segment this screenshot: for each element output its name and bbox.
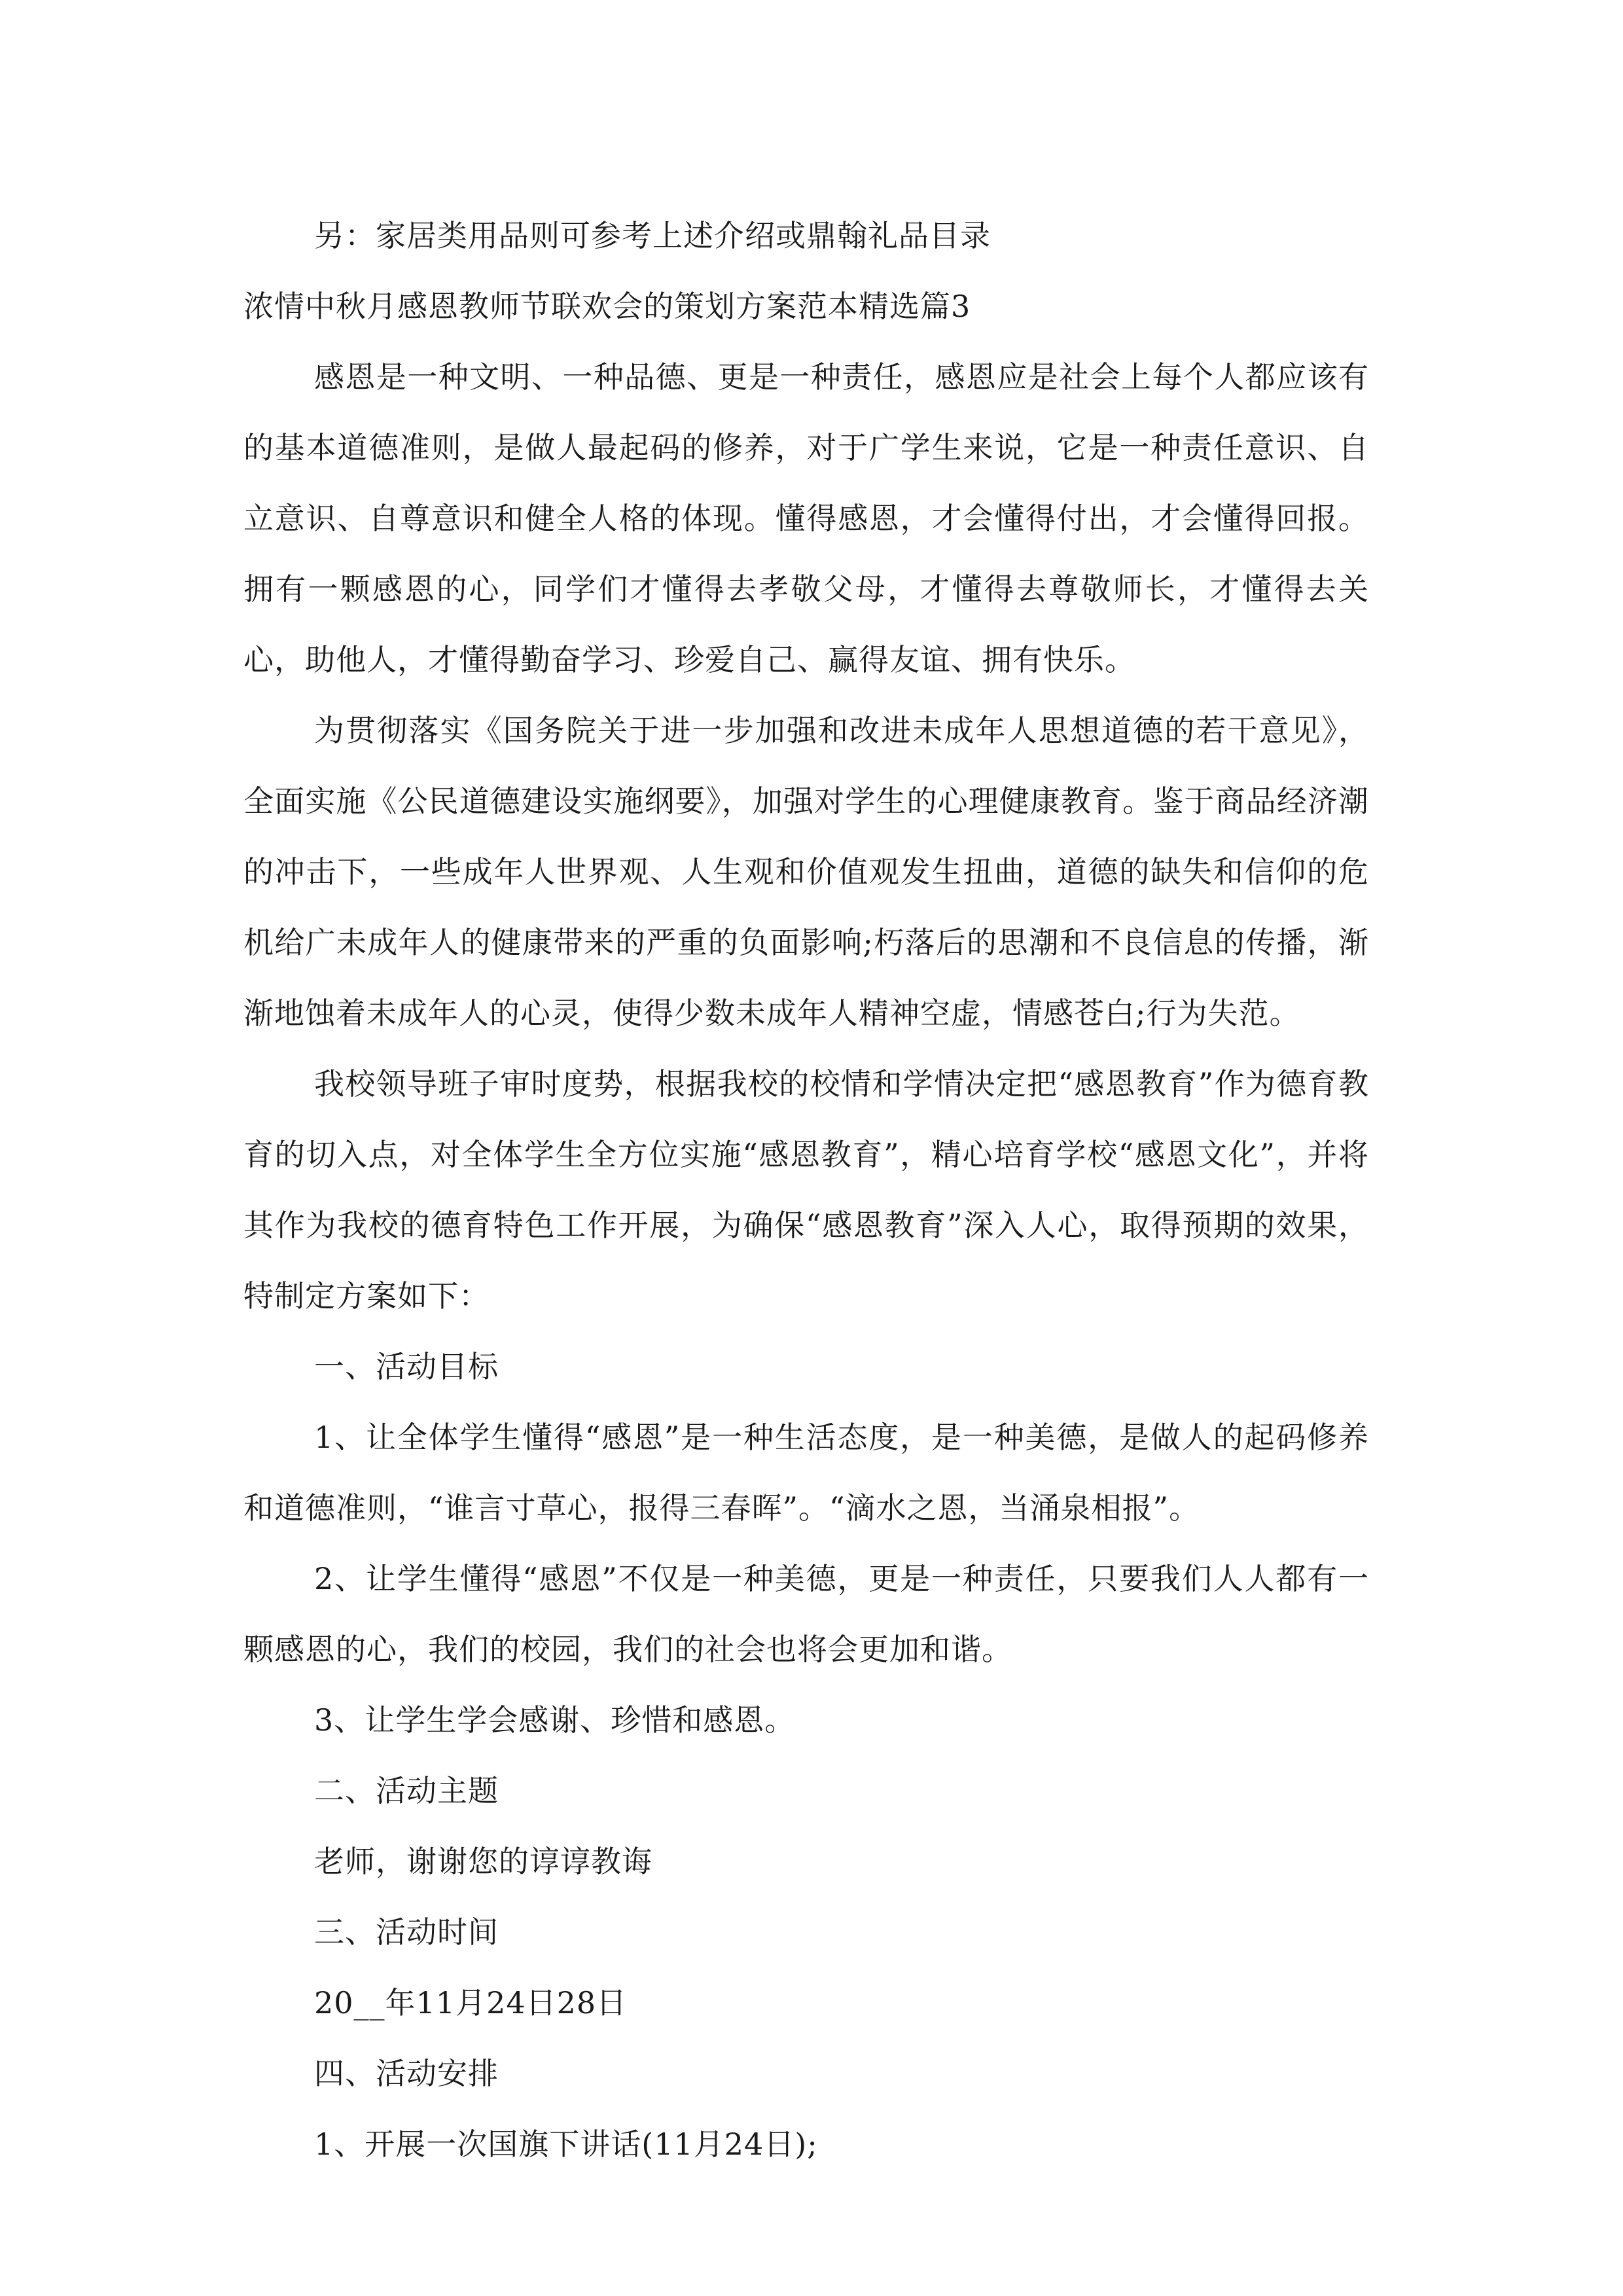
- goal-item: 3、让学生学会感谢、珍惜和感恩。: [314, 1702, 796, 1738]
- heading-activity-theme: 二、活动主题: [314, 1773, 499, 1808]
- note-line: 另：家居类用品则可参考上述介绍或鼎翰礼品目录: [314, 218, 991, 253]
- document-body: [243, 200, 1369, 2179]
- heading-activity-goals: 一、活动目标: [314, 1349, 499, 1384]
- goal-item: 1、让全体学生懂得“感恩”是一种生活态度，是一种美德，是做人的起码修养和道德准则，“谁言寸草心，报得三春晖”。“滴水之恩，当涌泉相报”。: [243, 1420, 1369, 1526]
- paragraph-gratitude-intro: 感恩是一种文明、一种品德、更是一种责任，感恩应是社会上每个人都应该有的基本道德准则，是做人最起码的修养，对于广学生来说，它是一种责任意识、自立意识、自尊意识和健全人格的体现。懂得感恩，才会懂得付出，才会懂得回报。拥有一颗感恩的心，同学们才懂得去孝敬父母，才懂得去尊敬师长，才懂得去关心，助他人，才懂得勤奋学习、珍爱自己、赢得友谊、拥有快乐。: [243, 359, 1369, 677]
- paragraph-school-plan: 我校领导班子审时度势，根据我校的校情和学情决定把“感恩教育”作为德育教育的切入点，对全体学生全方位实施“感恩教育”，精心培育学校“感恩文化”，并将其作为我校的德育特色工作开展，为确保“感恩教育”深入人心，取得预期的效果，特制定方案如下：: [243, 1066, 1369, 1314]
- arrangement-item: 1、开展一次国旗下讲话(11月24日);: [314, 2126, 818, 2162]
- heading-activity-time: 三、活动时间: [314, 1914, 499, 1950]
- heading-activity-arrangement: 四、活动安排: [314, 2056, 499, 2091]
- paragraph-policy-background: 为贯彻落实《国务院关于进一步加强和改进未成年人思想道德的若干意见》，全面实施《公民道德建设实施纲要》，加强对学生的心理健康教育。鉴于商品经济潮的冲击下，一些成年人世界观、人生观和价值观发生扭曲，道德的缺失和信仰的危机给广未成年人的健康带来的严重的负面影响;朽落后的思潮和不良信息的传播，渐渐地蚀着未成年人的心灵，使得少数未成年人精神空虚，情感苍白;行为失范。: [243, 713, 1369, 1031]
- activity-time-text: 20__年11月24日28日: [314, 1985, 628, 2020]
- goal-item: 2、让学生懂得“感恩”不仅是一种美德，更是一种责任，只要我们人人都有一颗感恩的心，我们的校园，我们的社会也将会更加和谐。: [243, 1561, 1369, 1667]
- section-title: 浓情中秋月感恩教师节联欢会的策划方案范本精选篇3: [243, 289, 971, 324]
- activity-theme-text: 老师，谢谢您的谆谆教诲: [314, 1844, 652, 1879]
